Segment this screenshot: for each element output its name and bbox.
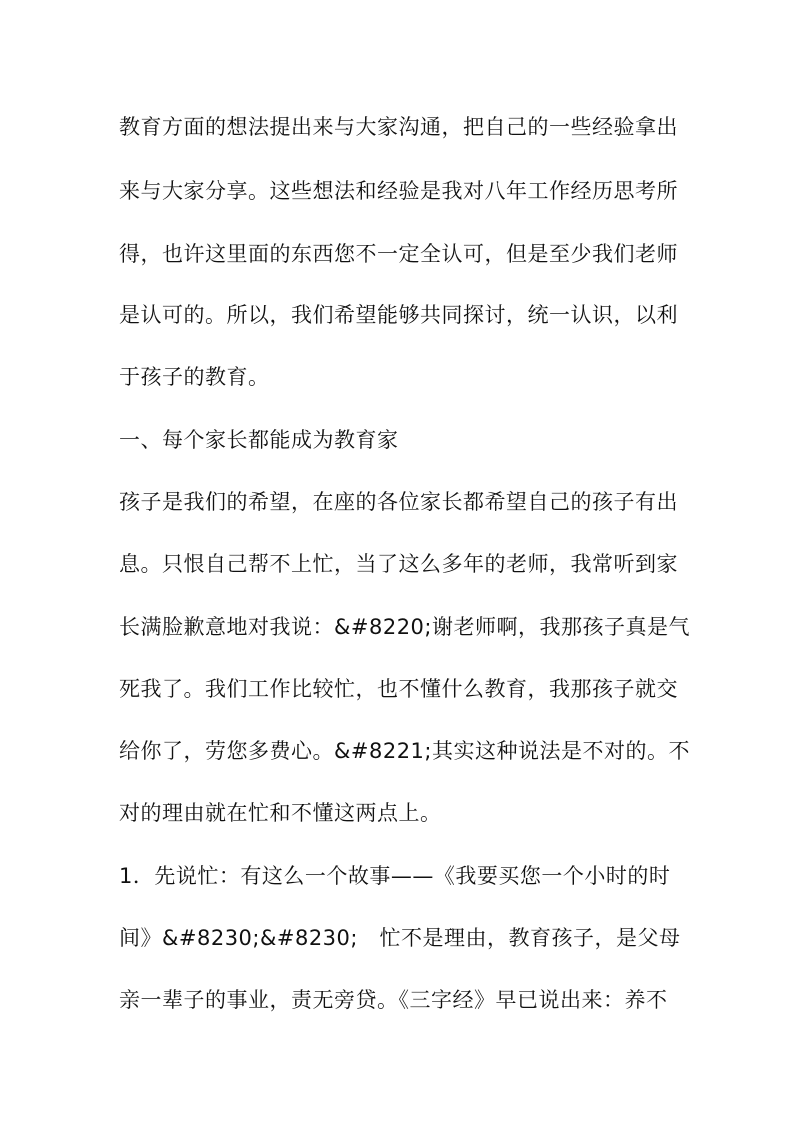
text-line: 亲一辈子的事业，责无旁贷。《三字经》早已说出来：养不 [119, 988, 668, 1012]
text-line: 得，也许这里面的东西您不一定全认可，但是至少我们老师 [119, 242, 678, 266]
text-line: 息。只恨自己帮不上忙，当了这么多年的老师，我常听到家 [119, 552, 678, 576]
text-line: 死我了。我们工作比较忙，也不懂什么教育，我那孩子就交 [119, 677, 678, 701]
text-line: 是认可的。所以，我们希望能够共同探讨，统一认识，以利 [119, 303, 678, 327]
text-line: 间》&#8230;&#8230; 忙不是理由，教育孩子，是父母 [119, 926, 681, 950]
section-heading: 一、每个家长都能成为教育家 [119, 428, 399, 452]
text-line: 对的理由就在忙和不懂这两点上。 [119, 801, 442, 825]
text-line: 给你了，劳您多费心。&#8221;其实这种说法是不对的。不 [119, 739, 690, 763]
numbered-item: 1．先说忙：有这么一个故事——《我要买您一个小时的时 [119, 864, 671, 888]
text-line: 来与大家分享。这些想法和经验是我对八年工作经历思考所 [119, 179, 678, 203]
text-line: 教育方面的想法提出来与大家沟通，把自己的一些经验拿出 [119, 115, 678, 139]
text-line: 长满脸歉意地对我说：&#8220;谢老师啊，我那孩子真是气 [119, 615, 690, 639]
text-line: 于孩子的教育。 [119, 365, 270, 389]
text-line: 孩子是我们的希望，在座的各位家长都希望自己的孩子有出 [119, 490, 678, 514]
